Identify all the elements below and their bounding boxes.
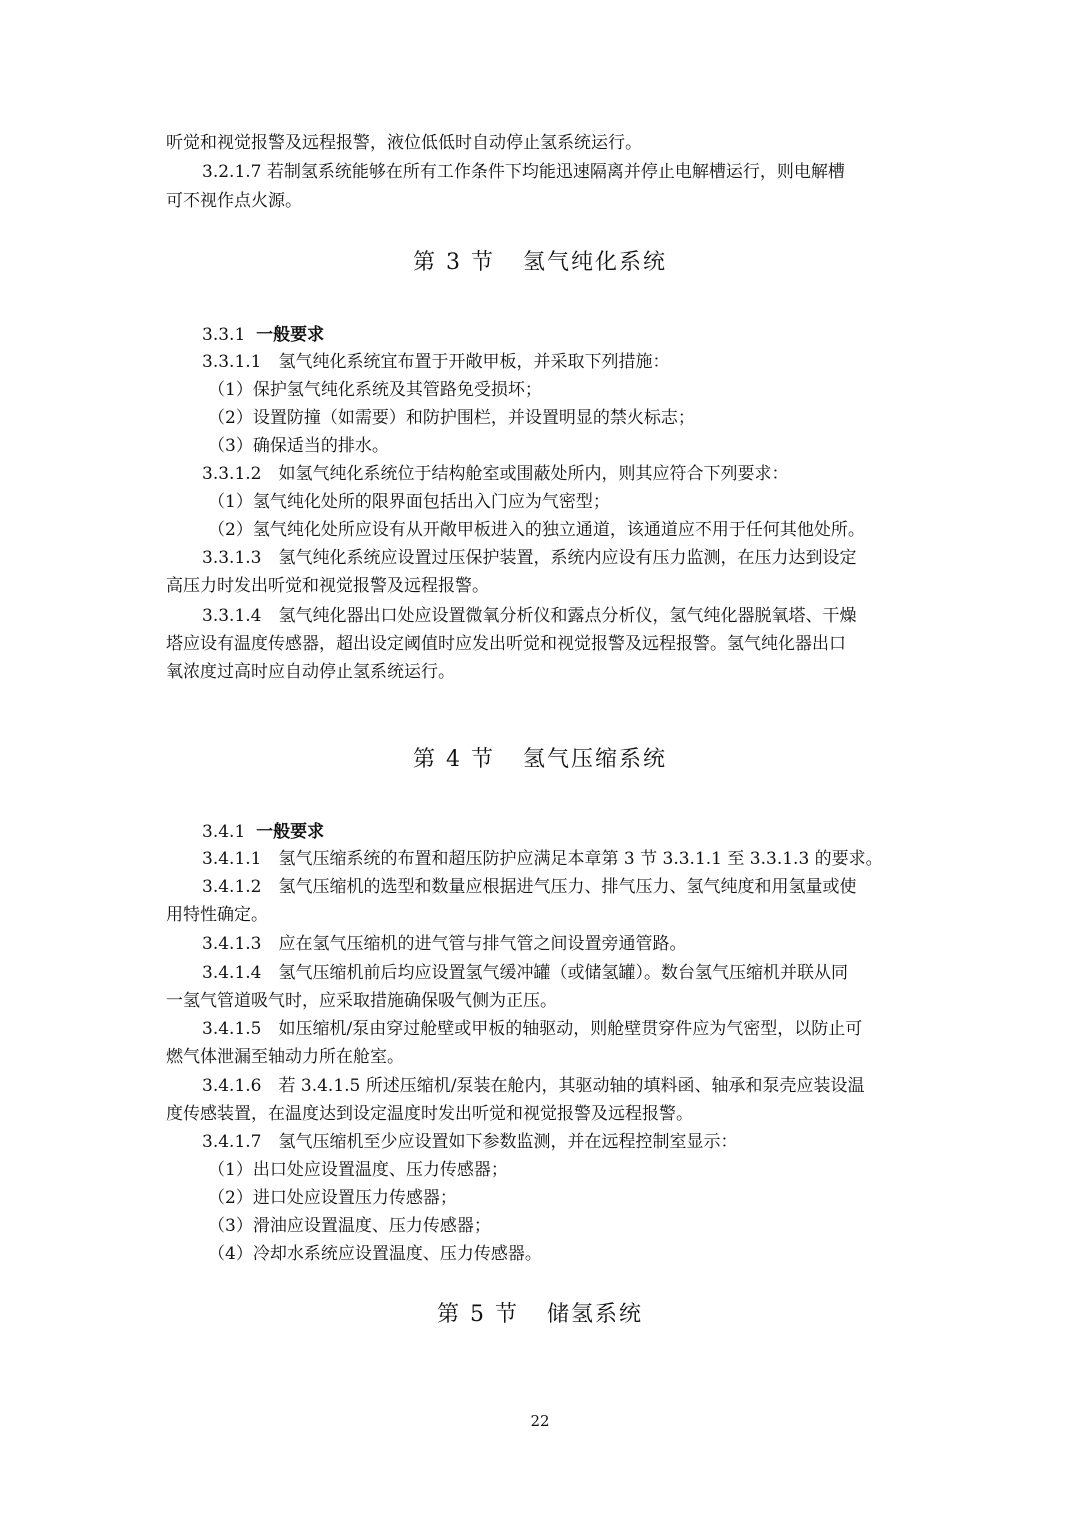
text-line: 高压力时发出听觉和视觉报警及远程报警。 (166, 576, 489, 596)
text-line: （4）冷却水系统应设置温度、压力传感器。 (208, 1244, 542, 1264)
text-line: 用特性确定。 (166, 905, 268, 925)
section-title: 氢气纯化系统 (522, 250, 667, 275)
text-line: 塔应设有温度传感器，超出设定阈值时应发出听觉和视觉报警及远程报警。氢气纯化器出口 (166, 634, 846, 654)
section-number: 第 4 节 (413, 747, 495, 772)
text-line: （3）滑油应设置温度、压力传感器； (208, 1216, 491, 1236)
text-line: 3.3.1.4 氢气纯化器出口处应设置微氧分析仪和露点分析仪，氢气纯化器脱氧塔、干燥 (202, 606, 857, 626)
subsection-title: 一般要求 (256, 325, 325, 345)
text-line: （2）设置防撞（如需要）和防护围栏，并设置明显的禁火标志； (208, 408, 695, 428)
text-line: （1）出口处应设置温度、压力传感器； (208, 1160, 508, 1180)
text-line: （2）氢气纯化处所应设有从开敞甲板进入的独立通道，该通道应不用于任何其他处所。 (208, 520, 865, 540)
text-line: 听觉和视觉报警及远程报警，液位低低时自动停止氢系统运行。 (166, 133, 642, 153)
text-line: 3.4.1.4 氢气压缩机前后均应设置氢气缓冲罐（或储氢罐）。数台氢气压缩机并联从同 (202, 963, 848, 983)
section-number: 第 5 节 (437, 1302, 519, 1327)
text-line: 3.4.1.3 应在氢气压缩机的进气管与排气管之间设置旁通管路。 (202, 934, 687, 954)
text-line: （3）确保适当的排水。 (208, 436, 389, 456)
text-line: 3.4.1.5 如压缩机/泵由穿过舱壁或甲板的轴驱动，则舱壁贯穿件应为气密型，以防止可 (202, 1019, 863, 1039)
text-line: 3.3.1.3 氢气纯化系统应设置过压保护装置，系统内应设有压力监测，在压力达到设定 (202, 548, 857, 568)
text-line: 氧浓度过高时应自动停止氢系统运行。 (166, 662, 455, 682)
section-heading (0, 1297, 1080, 1328)
text-line: （1）保护氢气纯化系统及其管路免受损坏； (208, 380, 542, 400)
subsection-title: 一般要求 (256, 822, 325, 842)
text-line: 可不视作点火源。 (166, 191, 302, 211)
subsection-heading (202, 321, 918, 349)
text-line: 3.3.1.1 氢气纯化系统宜布置于开敞甲板，并采取下列措施： (202, 352, 670, 372)
text-line: 一氢气管道吸气时，应采取措施确保吸气侧为正压。 (166, 991, 557, 1011)
text-line: 3.3.1.2 如氢气纯化系统位于结构舱室或围蔽处所内，则其应符合下列要求： (202, 464, 789, 484)
subsection-heading (202, 818, 918, 846)
text-line: （1）氢气纯化处所的限界面包括出入门应为气密型； (208, 492, 610, 512)
text-line: 3.2.1.7 若制氢系统能够在所有工作条件下均能迅速隔离并停止电解槽运行，则电解槽 (202, 162, 845, 182)
section-title: 氢气压缩系统 (522, 747, 667, 772)
text-line: （2）进口处应设置压力传感器； (208, 1188, 457, 1208)
section-title: 储氢系统 (546, 1302, 643, 1327)
text-line: 3.4.1.7 氢气压缩机至少应设置如下参数监测，并在远程控制室显示： (202, 1132, 738, 1152)
text-line: 3.4.1.6 若 3.4.1.5 所述压缩机/泵装在舱内，其驱动轴的填料函、轴承和泵壳应装设温 (202, 1076, 865, 1096)
page-number: 22 (530, 1412, 550, 1430)
section-heading (0, 742, 1080, 773)
subsection-number: 3.4.1 (202, 822, 246, 842)
text-line: 3.4.1.2 氢气压缩机的选型和数量应根据进气压力、排气压力、氢气纯度和用氢量或使 (202, 877, 857, 897)
text-line: 燃气体泄漏至轴动力所在舱室。 (166, 1047, 404, 1067)
text-line: 3.4.1.1 氢气压缩系统的布置和超压防护应满足本章第 3 节 3.3.1.1 至 3.3.1.3 的要求。 (202, 849, 883, 869)
section-heading (0, 245, 1080, 276)
section-number: 第 3 节 (413, 250, 495, 275)
text-line: 度传感装置，在温度达到设定温度时发出听觉和视觉报警及远程报警。 (166, 1104, 693, 1124)
subsection-number: 3.3.1 (202, 325, 246, 345)
